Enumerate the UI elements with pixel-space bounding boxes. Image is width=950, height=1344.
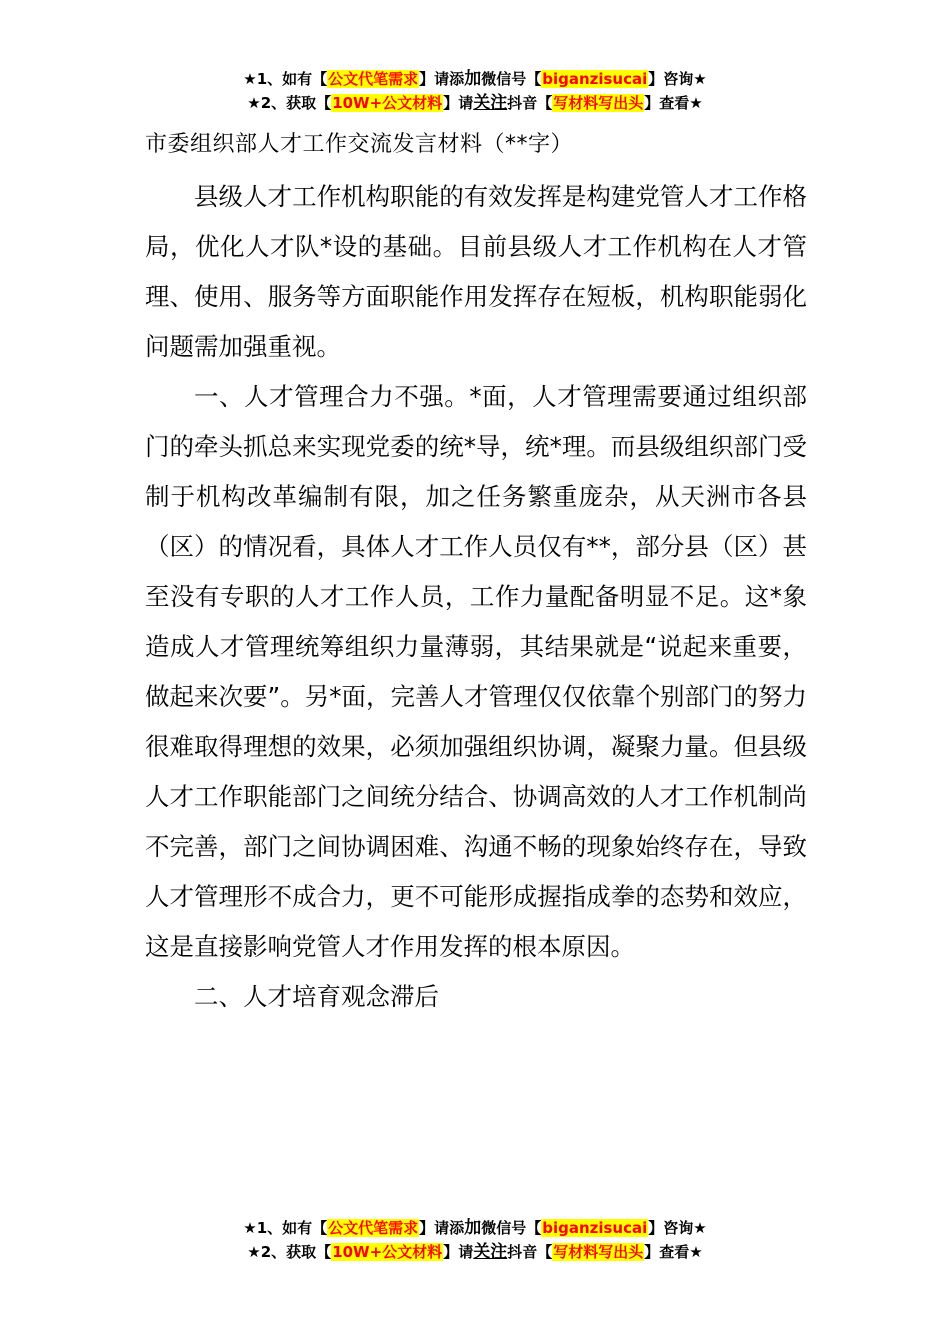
section-heading-2: 二、人才培育观念滞后: [194, 982, 439, 1011]
header-banner: [0, 67, 950, 115]
paragraph-section-1: 一、人才管理合力不强。*面，人才管理需要通过组织部门的牵头抓总来实现党委的统*导，统*理。而县级组织部门受制于机构改革编制有限，加之任务繁重庞杂，从天洲市各县（区）的情况看，具体人才工作人员仅有**，部分县（区）甚至没有专职的人才工作人员，工作力量配备明显不足。这*象造成人才管理统筹组织力量薄弱，其结果就是“说起来重要，做起来次要”。另*面，完善人才管理仅仅依靠个别部门的努力很难取得理想的效果，必须加强组织协调，凝聚力量。但县级人才工作职能部门之间统分结合、协调高效的人才工作机制尚不完善，部门之间协调困难、沟通不畅的现象始终存在，导致人才管理形不成合力，更不可能形成握指成拳的态势和效应，这是直接影响党管人才作用发挥的根本原因。: [145, 382, 807, 961]
highlight-douyin: 写材料写出头: [553, 1243, 644, 1261]
banner-line-1: ★1、如有【公文代笔需求】请添加微信号【biganzisucai】咨询★: [243, 69, 707, 89]
highlight-materials: 10W+公文材料: [332, 1243, 443, 1261]
highlight-wechat-id: biganzisucai: [542, 1219, 648, 1237]
document-title: 市委组织部人才工作交流发言材料（**字）: [145, 132, 574, 157]
highlight-douyin: 写材料写出头: [553, 94, 644, 112]
document-body: [145, 118, 807, 1022]
banner-line-2: ★2、获取【10W+公文材料】请关注抖音【写材料写出头】查看★: [247, 93, 703, 113]
highlight-ghostwriting: 公文代笔需求: [328, 70, 419, 88]
footer-banner: [0, 1216, 950, 1264]
banner-line-2: ★2、获取【10W+公文材料】请关注抖音【写材料写出头】查看★: [247, 1242, 703, 1262]
banner-line-1: ★1、如有【公文代笔需求】请添加微信号【biganzisucai】咨询★: [243, 1218, 707, 1238]
highlight-materials: 10W+公文材料: [332, 94, 443, 112]
highlight-wechat-id: biganzisucai: [542, 70, 648, 88]
paragraph-intro: 县级人才工作机构职能的有效发挥是构建党管人才工作格局，优化人才队*设的基础。目前县级人才工作机构在人才管理、使用、服务等方面职能作用发挥存在短板，机构职能弱化问题需加强重视。: [145, 182, 807, 361]
highlight-ghostwriting: 公文代笔需求: [328, 1219, 419, 1237]
